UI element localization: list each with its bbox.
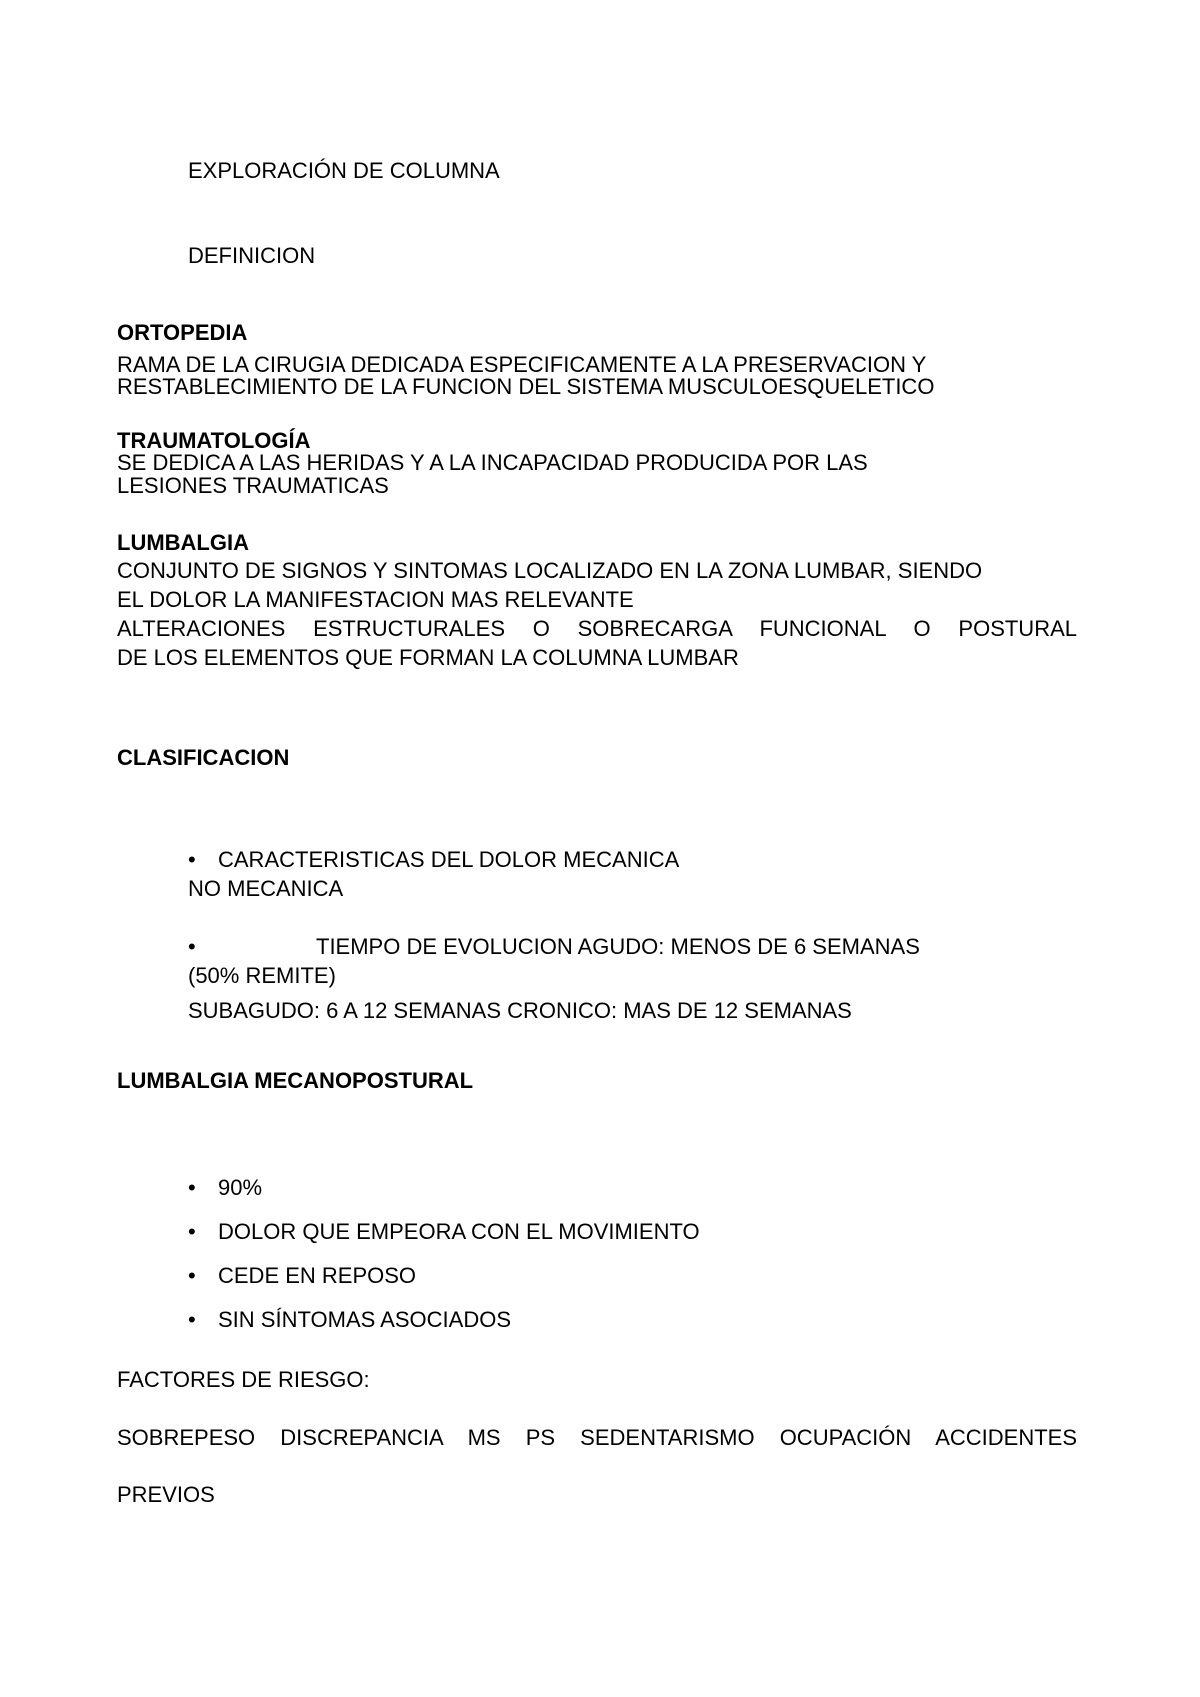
traumatologia-line-1: SE DEDICA A LAS HERIDAS Y A LA INCAPACIDAD PRODUCIDA POR LAS bbox=[117, 450, 868, 475]
ortopedia-heading: ORTOPEDIA bbox=[117, 320, 248, 345]
ortopedia-line-1: RAMA DE LA CIRUGIA DEDICADA ESPECIFICAMENTE A LA PRESERVACION Y bbox=[117, 352, 927, 377]
bullet-icon: • bbox=[188, 934, 196, 959]
mecanopostural-item-2: DOLOR QUE EMPEORA CON EL MOVIMIENTO bbox=[218, 1219, 700, 1244]
mecanopostural-item-4: SIN SÍNTOMAS ASOCIADOS bbox=[218, 1307, 511, 1332]
factores-heading: FACTORES DE RIESGO: bbox=[117, 1367, 370, 1392]
mecanopostural-item-3: CEDE EN REPOSO bbox=[218, 1263, 417, 1288]
bullet-icon: • bbox=[188, 1263, 196, 1288]
bullet-icon: • bbox=[188, 1175, 196, 1200]
lumbalgia-line-1: CONJUNTO DE SIGNOS Y SINTOMAS LOCALIZADO EN LA ZONA LUMBAR, SIENDO bbox=[117, 558, 983, 583]
ortopedia-line-2: RESTABLECIMIENTO DE LA FUNCION DEL SISTEMA MUSCULOESQUELETICO bbox=[117, 374, 935, 399]
clasificacion-item-1-line-1: CARACTERISTICAS DEL DOLOR MECANICA bbox=[218, 847, 680, 872]
traumatologia-heading: TRAUMATOLOGÍA bbox=[117, 428, 311, 453]
traumatologia-line-2: LESIONES TRAUMATICAS bbox=[117, 473, 389, 498]
factores-line-2: PREVIOS bbox=[117, 1482, 215, 1507]
factores-line-1: SOBREPESO DISCREPANCIA MS PS SEDENTARISMO OCUPACIÓN ACCIDENTES bbox=[117, 1425, 1077, 1450]
lumbalgia-line-4: DE LOS ELEMENTOS QUE FORMAN LA COLUMNA LUMBAR bbox=[117, 645, 739, 670]
definition-heading: DEFINICION bbox=[188, 243, 316, 268]
lumbalgia-line-2: EL DOLOR LA MANIFESTACION MAS RELEVANTE bbox=[117, 587, 634, 612]
clasificacion-item-1-line-2: NO MECANICA bbox=[188, 876, 344, 901]
lumbalgia-line-3: ALTERACIONES ESTRUCTURALES O SOBRECARGA FUNCIONAL O POSTURAL bbox=[117, 616, 1077, 641]
mecanopostural-item-1: 90% bbox=[218, 1175, 263, 1200]
bullet-icon: • bbox=[188, 847, 196, 872]
bullet-icon: • bbox=[188, 1307, 196, 1332]
bullet-icon: • bbox=[188, 1219, 196, 1244]
lumbalgia-heading: LUMBALGIA bbox=[117, 530, 249, 555]
clasificacion-heading: CLASIFICACION bbox=[117, 745, 290, 770]
document-title: EXPLORACIÓN DE COLUMNA bbox=[188, 158, 500, 183]
mecanopostural-heading: LUMBALGIA MECANOPOSTURAL bbox=[117, 1068, 474, 1093]
clasificacion-item-2-line-3: SUBAGUDO: 6 A 12 SEMANAS CRONICO: MAS DE 12 SEMANAS bbox=[188, 998, 852, 1023]
clasificacion-item-2-line-1: TIEMPO DE EVOLUCION AGUDO: MENOS DE 6 SEMANAS bbox=[316, 934, 920, 959]
clasificacion-item-2-line-2: (50% REMITE) bbox=[188, 963, 336, 988]
